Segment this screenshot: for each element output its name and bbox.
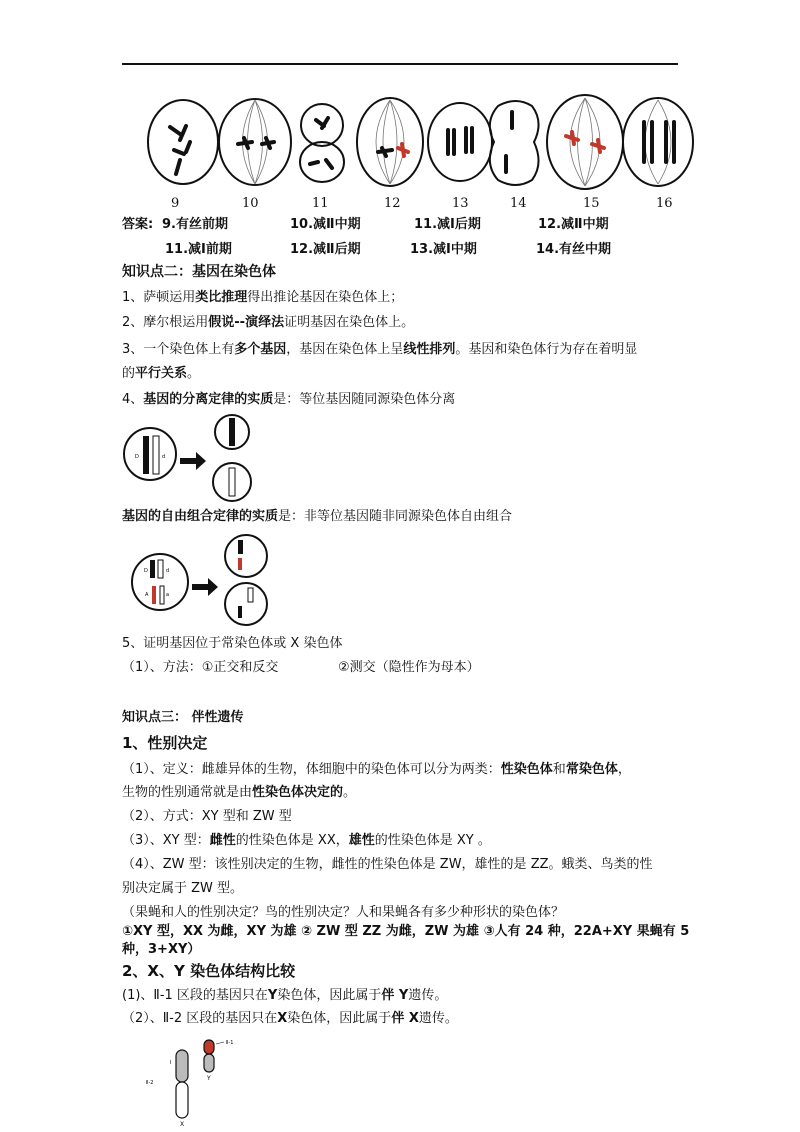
svg-text:X: X	[180, 1121, 185, 1128]
section2-point-3-cont: 的平行关系。	[122, 366, 201, 381]
figure-label-9: 9	[171, 196, 180, 211]
zw-type-line: （4）、ZW 型：该性别决定的生物，雌性的性染色体是 ZW，雄性的是 ZZ。蛾类、鸟类的性	[122, 857, 653, 872]
figure-label-10: 10	[242, 196, 259, 211]
segment-ii1-line: (1)、Ⅱ-1 区段的基因只在Y染色体，因此属于伴 Y遗传。	[122, 988, 448, 1003]
question-line: （果蝇和人的性别决定？鸟的性别决定？人和果蝇各有多少种形状的染色体？	[122, 905, 565, 920]
header-rule	[122, 63, 678, 65]
xy-type-line: （3）、XY 型：雌性的性染色体是 XX，雄性的性染色体是 XY 。	[122, 833, 491, 848]
svg-text:d: d	[166, 568, 170, 574]
answer-item: 14.有丝中期	[536, 242, 612, 257]
svg-text:D: D	[135, 454, 139, 460]
answer-item: 13.减Ⅰ中期	[410, 242, 477, 257]
method-1: （1）、方法：①正交和反交	[122, 660, 279, 675]
answer-item: 10.减Ⅱ中期	[290, 217, 361, 232]
definition-line-1: （1）、定义：雌雄异体的生物，体细胞中的染色体可以分为两类：性染色体和常染色体，	[122, 762, 631, 777]
svg-text:Y: Y	[207, 1075, 211, 1082]
svg-text:Ⅱ-2: Ⅱ-2	[146, 1080, 154, 1086]
answer-item: 9.有丝前期	[162, 217, 228, 232]
section2-point-3: 3、一个染色体上有多个基因，基因在染色体上呈线性排列。基因和染色体行为存在着明显	[122, 342, 638, 357]
figure-label-11: 11	[312, 196, 329, 211]
figure-label-13: 13	[452, 196, 469, 211]
section2-point-1: 1、萨顿运用类比推理得出推论基因在染色体上；	[122, 290, 404, 305]
svg-text:a: a	[166, 592, 170, 598]
answer-item: 12.减Ⅱ后期	[290, 242, 361, 257]
svg-text:Ⅰ: Ⅰ	[170, 1060, 172, 1066]
section2-point-6: 5、证明基因位于常染色体或 X 染色体	[122, 636, 343, 651]
svg-text:D: D	[144, 568, 148, 574]
svg-text:A: A	[145, 592, 149, 598]
section3-heading: 知识点三： 伴性遗传	[122, 710, 244, 725]
assortment-diagram	[130, 532, 270, 632]
section2-point-4: 4、基因的分离定律的实质是：等位基因随同源染色体分离	[122, 392, 456, 407]
cell-division-figure	[140, 92, 700, 196]
section2-point-2: 2、摩尔根运用假说--演绎法证明基因在染色体上。	[122, 315, 415, 330]
answer-item: 11.减Ⅰ前期	[165, 242, 232, 257]
figure-label-15: 15	[583, 196, 600, 211]
zw-type-line-cont: 别决定属于 ZW 型。	[122, 881, 244, 896]
answer-line-1: ①XY 型，XX 为雌，XY 为雄 ② ZW 型 ZZ 为雌，ZW 为雄 ③人有 24 种，22A+XY 果蝇有 5	[122, 924, 690, 939]
definition-line-2: 生物的性别通常就是由性染色体决定的。	[122, 785, 357, 800]
figure-label-16: 16	[656, 196, 673, 211]
segregation-diagram	[122, 414, 262, 510]
subheading-sex-determination: 1、性别决定	[122, 734, 208, 752]
section2-heading: 知识点二：基因在染色体	[122, 264, 276, 280]
segment-ii2-line: （2）、Ⅱ-2 区段的基因只在X染色体，因此属于伴 X遗传。	[122, 1011, 458, 1026]
mode-line: （2）、方式：XY 型和 ZW 型	[122, 809, 292, 824]
answer-item: 11.减Ⅰ后期	[414, 217, 481, 232]
answer-line-2: 种，3+XY）	[122, 942, 201, 957]
section2-point-5: 基因的自由组合定律的实质是：非等位基因随非同源染色体自由组合	[122, 509, 513, 524]
svg-text:Ⅱ-1: Ⅱ-1	[226, 1040, 234, 1046]
figure-label-12: 12	[384, 196, 401, 211]
answer-item: 12.减Ⅱ中期	[538, 217, 609, 232]
subheading-xy-comparison: 2、X、Y 染色体结构比较	[122, 962, 296, 980]
answer-prefix: 答案:	[122, 217, 154, 232]
method-2: ②测交（隐性作为母本）	[338, 660, 480, 675]
figure-label-14: 14	[510, 196, 527, 211]
svg-text:d: d	[162, 454, 166, 460]
xy-chromosome-diagram	[140, 1034, 260, 1128]
